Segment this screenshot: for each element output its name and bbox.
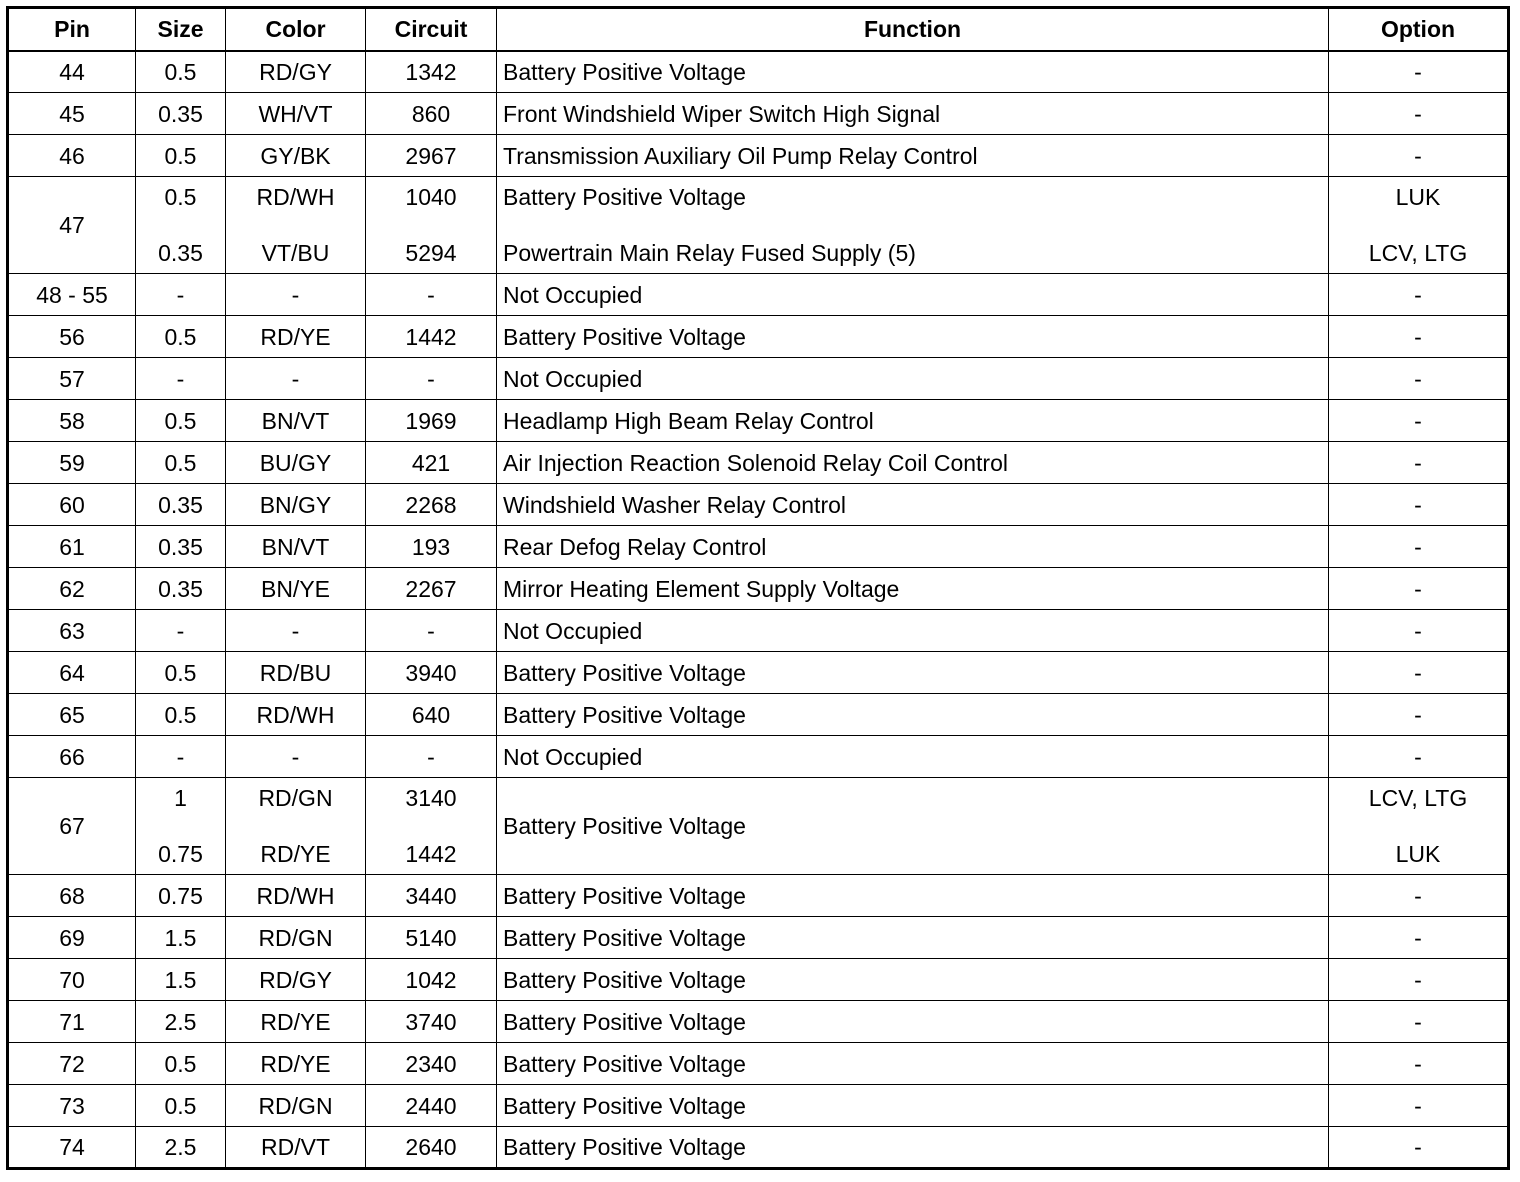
pin-cell: 60 (8, 484, 136, 526)
option-cell: - (1329, 484, 1509, 526)
option-cell: - (1329, 442, 1509, 484)
option-cell-line: LCV, LTG (1368, 785, 1468, 811)
circuit-cell: 3440 (366, 875, 497, 917)
circuit-cell: 3740 (366, 1001, 497, 1043)
table-row (8, 1001, 1509, 1043)
option-cell: - (1329, 1085, 1509, 1127)
size-cell-line: 0.35 (158, 240, 203, 266)
table-row (8, 1043, 1509, 1085)
option-cell: - (1329, 526, 1509, 568)
color-cell: RD/WH (226, 694, 366, 736)
size-cell: 0.75 (136, 875, 226, 917)
color-cell: RD/GN (226, 917, 366, 959)
option-cell: - (1329, 1127, 1509, 1169)
size-cell: 0.5 (136, 652, 226, 694)
circuit-cell: - (366, 274, 497, 316)
table-row (8, 1085, 1509, 1127)
table-row (8, 959, 1509, 1001)
option-cell: - (1329, 736, 1509, 778)
circuit-cell: 2340 (366, 1043, 497, 1085)
size-cell: 0.5 (136, 135, 226, 177)
color-cell: BN/GY (226, 484, 366, 526)
function-cell: Battery Positive Voltage (497, 959, 1329, 1001)
color-cell: BN/YE (226, 568, 366, 610)
size-cell: 0.5 (136, 1043, 226, 1085)
circuit-cell: 193 (366, 526, 497, 568)
option-cell: - (1329, 652, 1509, 694)
pin-cell: 57 (8, 358, 136, 400)
option-cell: - (1329, 568, 1509, 610)
table-row (8, 875, 1509, 917)
option-cell-line: LUK (1395, 184, 1441, 210)
table-row (8, 917, 1509, 959)
pin-cell: 62 (8, 568, 136, 610)
function-cell: Battery Positive Voltage (497, 1085, 1329, 1127)
function-cell: Not Occupied (497, 736, 1329, 778)
size-cell: 0.5 (136, 316, 226, 358)
size-cell: 0.35 (136, 568, 226, 610)
option-cell (1329, 778, 1509, 875)
function-cell-line: Battery Positive Voltage (503, 184, 746, 210)
table-row (8, 400, 1509, 442)
pin-cell: 63 (8, 610, 136, 652)
circuit-cell: 421 (366, 442, 497, 484)
color-cell-stack (230, 184, 361, 266)
circuit-cell: 1042 (366, 959, 497, 1001)
circuit-cell (366, 778, 497, 875)
color-cell: - (226, 736, 366, 778)
circuit-cell-line: 5294 (405, 240, 457, 266)
size-cell: 0.35 (136, 93, 226, 135)
function-cell: Front Windshield Wiper Switch High Signal (497, 93, 1329, 135)
size-cell: 0.35 (136, 526, 226, 568)
color-cell: BU/GY (226, 442, 366, 484)
color-cell: - (226, 274, 366, 316)
color-cell: - (226, 610, 366, 652)
color-cell (226, 177, 366, 274)
table-row (8, 316, 1509, 358)
pin-cell: 66 (8, 736, 136, 778)
function-cell: Rear Defog Relay Control (497, 526, 1329, 568)
circuit-cell: 2440 (366, 1085, 497, 1127)
function-cell: Battery Positive Voltage (497, 652, 1329, 694)
option-cell: - (1329, 875, 1509, 917)
table-row (8, 51, 1509, 93)
table-row (8, 135, 1509, 177)
connector-pinout-table (6, 6, 1510, 1170)
option-cell: - (1329, 358, 1509, 400)
option-cell: - (1329, 51, 1509, 93)
function-cell-line: Powertrain Main Relay Fused Supply (5) (503, 240, 916, 266)
circuit-cell: 1342 (366, 51, 497, 93)
function-cell: Not Occupied (497, 610, 1329, 652)
table-row (8, 736, 1509, 778)
circuit-cell-stack (370, 184, 492, 266)
size-cell: 2.5 (136, 1127, 226, 1169)
table-body (8, 51, 1509, 1169)
pin-cell: 74 (8, 1127, 136, 1169)
pin-cell: 44 (8, 51, 136, 93)
color-cell: RD/YE (226, 1043, 366, 1085)
function-cell: Battery Positive Voltage (497, 1127, 1329, 1169)
option-cell-stack (1333, 785, 1503, 867)
color-cell: RD/GY (226, 51, 366, 93)
circuit-cell: - (366, 358, 497, 400)
size-cell-stack (140, 785, 221, 867)
circuit-cell: 1969 (366, 400, 497, 442)
circuit-cell-stack (370, 785, 492, 867)
function-cell: Mirror Heating Element Supply Voltage (497, 568, 1329, 610)
function-cell: Windshield Washer Relay Control (497, 484, 1329, 526)
circuit-cell-line: 3140 (405, 785, 457, 811)
pin-cell: 56 (8, 316, 136, 358)
header-pin: Pin (8, 8, 136, 51)
color-cell: RD/BU (226, 652, 366, 694)
pin-cell: 48 - 55 (8, 274, 136, 316)
size-cell-stack (140, 184, 221, 266)
function-cell-stack (503, 184, 1324, 266)
table-header-row (8, 8, 1509, 51)
circuit-cell: 860 (366, 93, 497, 135)
circuit-cell: 2640 (366, 1127, 497, 1169)
pin-cell: 72 (8, 1043, 136, 1085)
pin-cell: 71 (8, 1001, 136, 1043)
pin-cell: 59 (8, 442, 136, 484)
table-row (8, 568, 1509, 610)
circuit-cell: 640 (366, 694, 497, 736)
header-color: Color (226, 8, 366, 51)
table-row (8, 93, 1509, 135)
circuit-cell-line: 1040 (405, 184, 457, 210)
table-row (8, 778, 1509, 875)
pin-cell: 47 (8, 177, 136, 274)
pin-cell: 73 (8, 1085, 136, 1127)
option-cell: - (1329, 694, 1509, 736)
circuit-cell: 2267 (366, 568, 497, 610)
table-row (8, 442, 1509, 484)
option-cell-stack (1333, 184, 1503, 266)
size-cell: - (136, 610, 226, 652)
option-cell: - (1329, 1043, 1509, 1085)
color-cell-line: RD/YE (260, 841, 331, 867)
table-row (8, 526, 1509, 568)
table-row (8, 694, 1509, 736)
color-cell: RD/WH (226, 875, 366, 917)
function-cell: Battery Positive Voltage (497, 1001, 1329, 1043)
pin-cell: 69 (8, 917, 136, 959)
circuit-cell-line: 1442 (405, 841, 457, 867)
color-cell-line: RD/GN (258, 785, 333, 811)
function-cell: Battery Positive Voltage (497, 1043, 1329, 1085)
size-cell (136, 778, 226, 875)
size-cell-line: 1 (174, 785, 187, 811)
function-cell: Battery Positive Voltage (497, 51, 1329, 93)
option-cell: - (1329, 610, 1509, 652)
size-cell: 0.5 (136, 694, 226, 736)
size-cell (136, 177, 226, 274)
function-cell: Battery Positive Voltage (497, 917, 1329, 959)
function-cell: Battery Positive Voltage (497, 694, 1329, 736)
color-cell (226, 778, 366, 875)
color-cell: BN/VT (226, 526, 366, 568)
pin-cell: 70 (8, 959, 136, 1001)
function-cell (497, 177, 1329, 274)
color-cell: RD/VT (226, 1127, 366, 1169)
table-row (8, 484, 1509, 526)
option-cell: - (1329, 1001, 1509, 1043)
color-cell: - (226, 358, 366, 400)
option-cell: - (1329, 274, 1509, 316)
pin-cell: 46 (8, 135, 136, 177)
function-cell: Battery Positive Voltage (497, 316, 1329, 358)
size-cell: - (136, 358, 226, 400)
pin-cell: 58 (8, 400, 136, 442)
option-cell (1329, 177, 1509, 274)
option-cell-line: LCV, LTG (1368, 240, 1468, 266)
color-cell-line: VT/BU (261, 240, 330, 266)
option-cell: - (1329, 917, 1509, 959)
color-cell: WH/VT (226, 93, 366, 135)
function-cell: Air Injection Reaction Solenoid Relay Coil Control (497, 442, 1329, 484)
circuit-cell: - (366, 610, 497, 652)
size-cell: 1.5 (136, 959, 226, 1001)
color-cell: RD/GN (226, 1085, 366, 1127)
table-row (8, 1127, 1509, 1169)
table-row (8, 274, 1509, 316)
header-function: Function (497, 8, 1329, 51)
size-cell-line: 0.75 (158, 841, 203, 867)
pin-cell: 61 (8, 526, 136, 568)
function-cell: Battery Positive Voltage (497, 778, 1329, 875)
circuit-cell: 2967 (366, 135, 497, 177)
size-cell-line: 0.5 (164, 184, 197, 210)
circuit-cell: 2268 (366, 484, 497, 526)
color-cell-line: RD/WH (256, 184, 335, 210)
table-row (8, 177, 1509, 274)
table-row (8, 610, 1509, 652)
option-cell: - (1329, 135, 1509, 177)
table-row (8, 652, 1509, 694)
size-cell: - (136, 274, 226, 316)
size-cell: 0.5 (136, 442, 226, 484)
color-cell: RD/GY (226, 959, 366, 1001)
option-cell: - (1329, 316, 1509, 358)
size-cell: 1.5 (136, 917, 226, 959)
function-cell: Not Occupied (497, 358, 1329, 400)
circuit-cell: 1442 (366, 316, 497, 358)
pin-cell: 68 (8, 875, 136, 917)
function-cell: Headlamp High Beam Relay Control (497, 400, 1329, 442)
option-cell: - (1329, 400, 1509, 442)
header-size: Size (136, 8, 226, 51)
pin-cell: 65 (8, 694, 136, 736)
color-cell: BN/VT (226, 400, 366, 442)
function-cell: Battery Positive Voltage (497, 875, 1329, 917)
circuit-cell (366, 177, 497, 274)
size-cell: 0.5 (136, 51, 226, 93)
function-cell: Not Occupied (497, 274, 1329, 316)
color-cell: RD/YE (226, 1001, 366, 1043)
header-option: Option (1329, 8, 1509, 51)
color-cell: RD/YE (226, 316, 366, 358)
size-cell: 2.5 (136, 1001, 226, 1043)
pin-cell: 64 (8, 652, 136, 694)
circuit-cell: 3940 (366, 652, 497, 694)
circuit-cell: 5140 (366, 917, 497, 959)
option-cell: - (1329, 959, 1509, 1001)
pin-cell: 67 (8, 778, 136, 875)
size-cell: 0.5 (136, 400, 226, 442)
pin-cell: 45 (8, 93, 136, 135)
size-cell: 0.35 (136, 484, 226, 526)
circuit-cell: - (366, 736, 497, 778)
header-circuit: Circuit (366, 8, 497, 51)
color-cell-stack (230, 785, 361, 867)
option-cell: - (1329, 93, 1509, 135)
color-cell: GY/BK (226, 135, 366, 177)
option-cell-line: LUK (1395, 841, 1441, 867)
size-cell: 0.5 (136, 1085, 226, 1127)
table-row (8, 358, 1509, 400)
size-cell: - (136, 736, 226, 778)
function-cell: Transmission Auxiliary Oil Pump Relay Control (497, 135, 1329, 177)
